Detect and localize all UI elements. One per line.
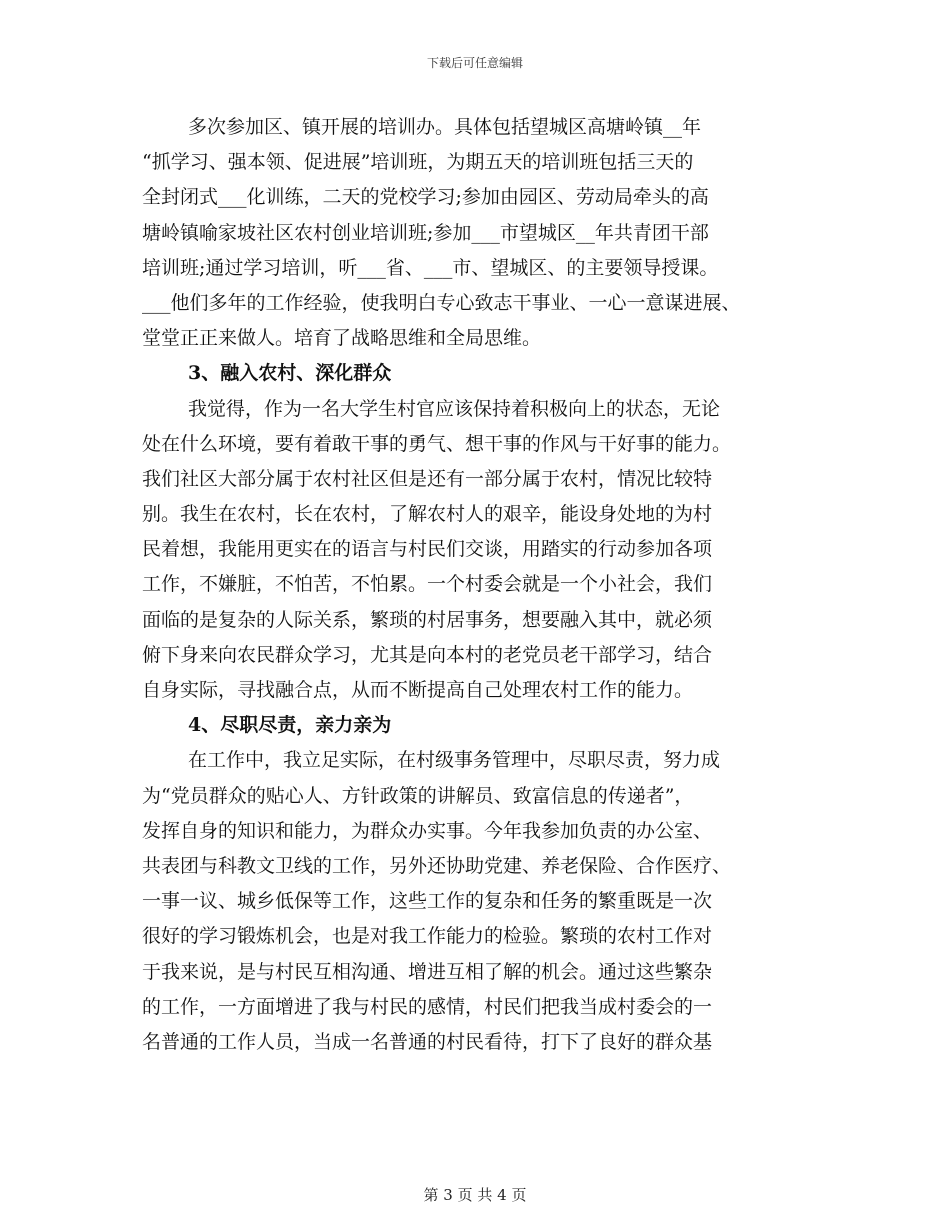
text-line: 名普通的工作人员，当成一名普通的村民看待，打下了良好的群众基 (142, 1030, 713, 1053)
text-line: 面临的是复杂的人际关系，繁琐的村居事务，想要融入其中，就必须 (142, 608, 713, 631)
text-line: 处在什么环境，要有着敢干事的勇气、想干事的作风与干好事的能力。 (142, 432, 732, 455)
text-line: 培训班;通过学习培训，听___省、___市、望城区、的主要领导授课。 (142, 256, 719, 279)
text-line: ___他们多年的工作经验，使我明白专心致志干事业、一心一意谋进展、 (142, 291, 741, 314)
text-line: 堂堂正正来做人。培育了战略思维和全局思维。 (142, 327, 542, 350)
page-header: 下载后可任意编辑 (426, 56, 523, 70)
text-line: 民着想，我能用更实在的语言与村民们交谈，用踏实的行动参加各项 (142, 538, 713, 561)
text-line: 工作，不嫌脏，不怕苦，不怕累。一个村委会就是一个小社会，我们 (142, 573, 713, 596)
text-line: 塘岭镇喻家坡社区农村创业培训班;参加___市望城区__年共青团干部 (142, 221, 709, 244)
document-body (142, 110, 832, 1060)
text-line: 很好的学习锻炼机会，也是对我工作能力的检验。繁琐的农村工作对 (142, 925, 713, 948)
text-line: 的工作，一方面增进了我与村民的感情，村民们把我当成村委会的一 (142, 995, 713, 1018)
text-line: 全封闭式___化训练，二天的党校学习;参加由园区、劳动局牵头的高 (142, 186, 709, 209)
text-line: 我们社区大部分属于农村社区但是还有一部分属于农村，情况比较特 (142, 467, 713, 490)
text-line: 一事一议、城乡低保等工作，这些工作的复杂和任务的繁重既是一次 (142, 890, 713, 913)
text-line: 俯下身来向农民群众学习，尤其是向本村的老党员老干部学习，结合 (142, 643, 713, 666)
section-heading: 4、尽职尽责，亲力亲为 (188, 714, 392, 737)
text-line: “抓学习、强本领、促进展”培训班，为期五天的培训班包括三天的 (142, 151, 694, 174)
section-heading: 3、融入农村、深化群众 (188, 362, 392, 385)
text-line: 别。我生在农村，长在农村，了解农村人的艰辛，能设身处地的为村 (142, 503, 713, 526)
text-line: 于我来说，是与村民互相沟通、增进互相了解的机会。通过这些繁杂 (142, 960, 713, 983)
text-line: 发挥自身的知识和能力，为群众办实事。今年我参加负责的办公室、 (142, 819, 713, 842)
text-line: 为“党员群众的贴心人、方针政策的讲解员、致富信息的传递者”， (142, 784, 694, 807)
text-line: 自身实际，寻找融合点，从而不断提高自己处理农村工作的能力。 (142, 679, 694, 701)
text-line: 我觉得，作为一名大学生村官应该保持着积极向上的状态，无论 (188, 397, 721, 420)
text-line: 在工作中，我立足实际，在村级事务管理中，尽职尽责，努力成 (188, 749, 721, 772)
text-line: 共表团与科教文卫线的工作，另外还协助党建、养老保险、合作医疗、 (142, 854, 732, 877)
page-footer: 第 3 页 共 4 页 (423, 1186, 527, 1204)
text-line: 多次参加区、镇开展的培训办。具体包括望城区高塘岭镇__年 (188, 116, 702, 138)
